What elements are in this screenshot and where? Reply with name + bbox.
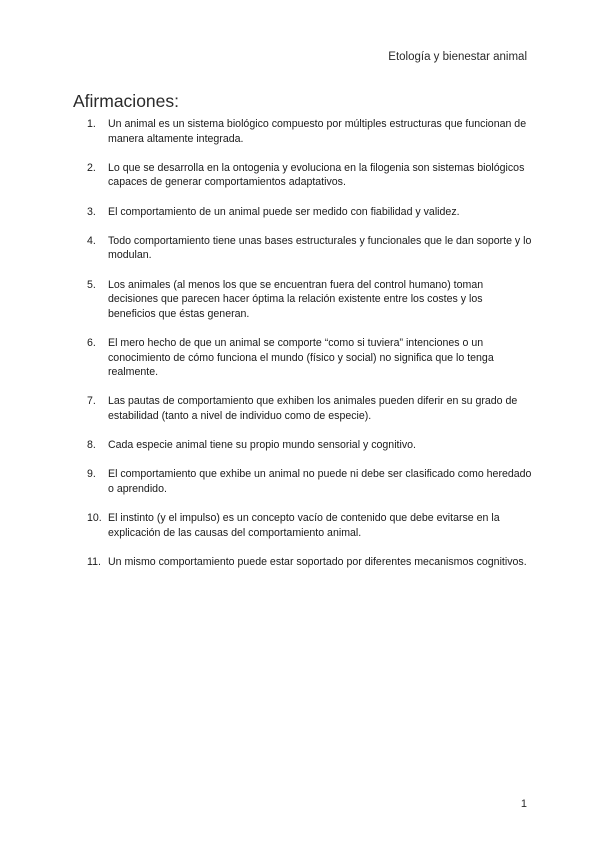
list-item-number: 4. [87, 234, 96, 247]
page-number: 1 [520, 798, 527, 810]
list-item [73, 467, 533, 496]
statement-list [73, 117, 533, 584]
list-item-number: 6. [87, 336, 96, 349]
list-item-number: 11. [87, 555, 101, 568]
list-item-number: 3. [87, 205, 96, 218]
list-item [73, 336, 533, 380]
list-item [73, 555, 533, 570]
list-item-number: 9. [87, 468, 96, 481]
list-item-text: Lo que se desarrolla en la ontogenia y evoluciona en la filogenia son sistemas biológicos capaces de generar comportamientos adaptativos. [108, 161, 525, 189]
list-item [73, 205, 533, 220]
list-item-text: El comportamiento que exhibe un animal no puede ni debe ser clasificado como heredado o aprendido. [108, 468, 532, 495]
list-item [73, 278, 533, 322]
list-item-text: Un mismo comportamiento puede estar soportado por diferentes mecanismos cognitivos. [108, 555, 527, 568]
section-heading: Afirmaciones: [73, 91, 180, 111]
list-item-text: Un animal es un sistema biológico compuesto por múltiples estructuras que funcionan de manera altamente integrada. [108, 118, 527, 145]
list-item [73, 117, 533, 146]
list-item-text: El comportamiento de un animal puede ser medido con fiabilidad y validez. [108, 205, 460, 218]
list-item-text: Cada especie animal tiene su propio mundo sensorial y cognitivo. [108, 439, 416, 452]
list-item-text: El mero hecho de que un animal se comporte “como si tuviera” intenciones o un conocimiento de cómo funciona el mundo (físico y social) no significa que lo tenga realmente. [108, 336, 494, 379]
list-item [73, 394, 533, 423]
running-header: Etología y bienestar animal [388, 51, 527, 63]
list-item-text: El instinto (y el impulso) es un concepto vacío de contenido que debe evitarse en la explicación de las causas del comportamiento animal. [108, 512, 500, 539]
list-item [73, 161, 533, 190]
list-item-number: 5. [87, 278, 96, 291]
list-item [73, 511, 533, 540]
list-item-text: Todo comportamiento tiene unas bases estructurales y funcionales que le dan soporte y lo modulan. [108, 234, 532, 262]
list-item-number: 7. [87, 395, 96, 408]
list-item-number: 8. [87, 439, 96, 452]
list-item-number: 2. [87, 161, 96, 174]
list-item-number: 1. [87, 118, 96, 130]
list-item [73, 234, 533, 263]
list-item-number: 10. [87, 512, 102, 525]
list-item-text: Los animales (al menos los que se encuentran fuera del control humano) toman decisiones que parecen hacer óptima la relación existente entre los costes y los beneficios que éstas generan. [108, 278, 484, 320]
list-item-text: Las pautas de comportamiento que exhiben los animales pueden diferir en su grado de estabilidad (tanto a nivel de individuo como de especie). [108, 395, 518, 422]
list-item [73, 438, 533, 453]
